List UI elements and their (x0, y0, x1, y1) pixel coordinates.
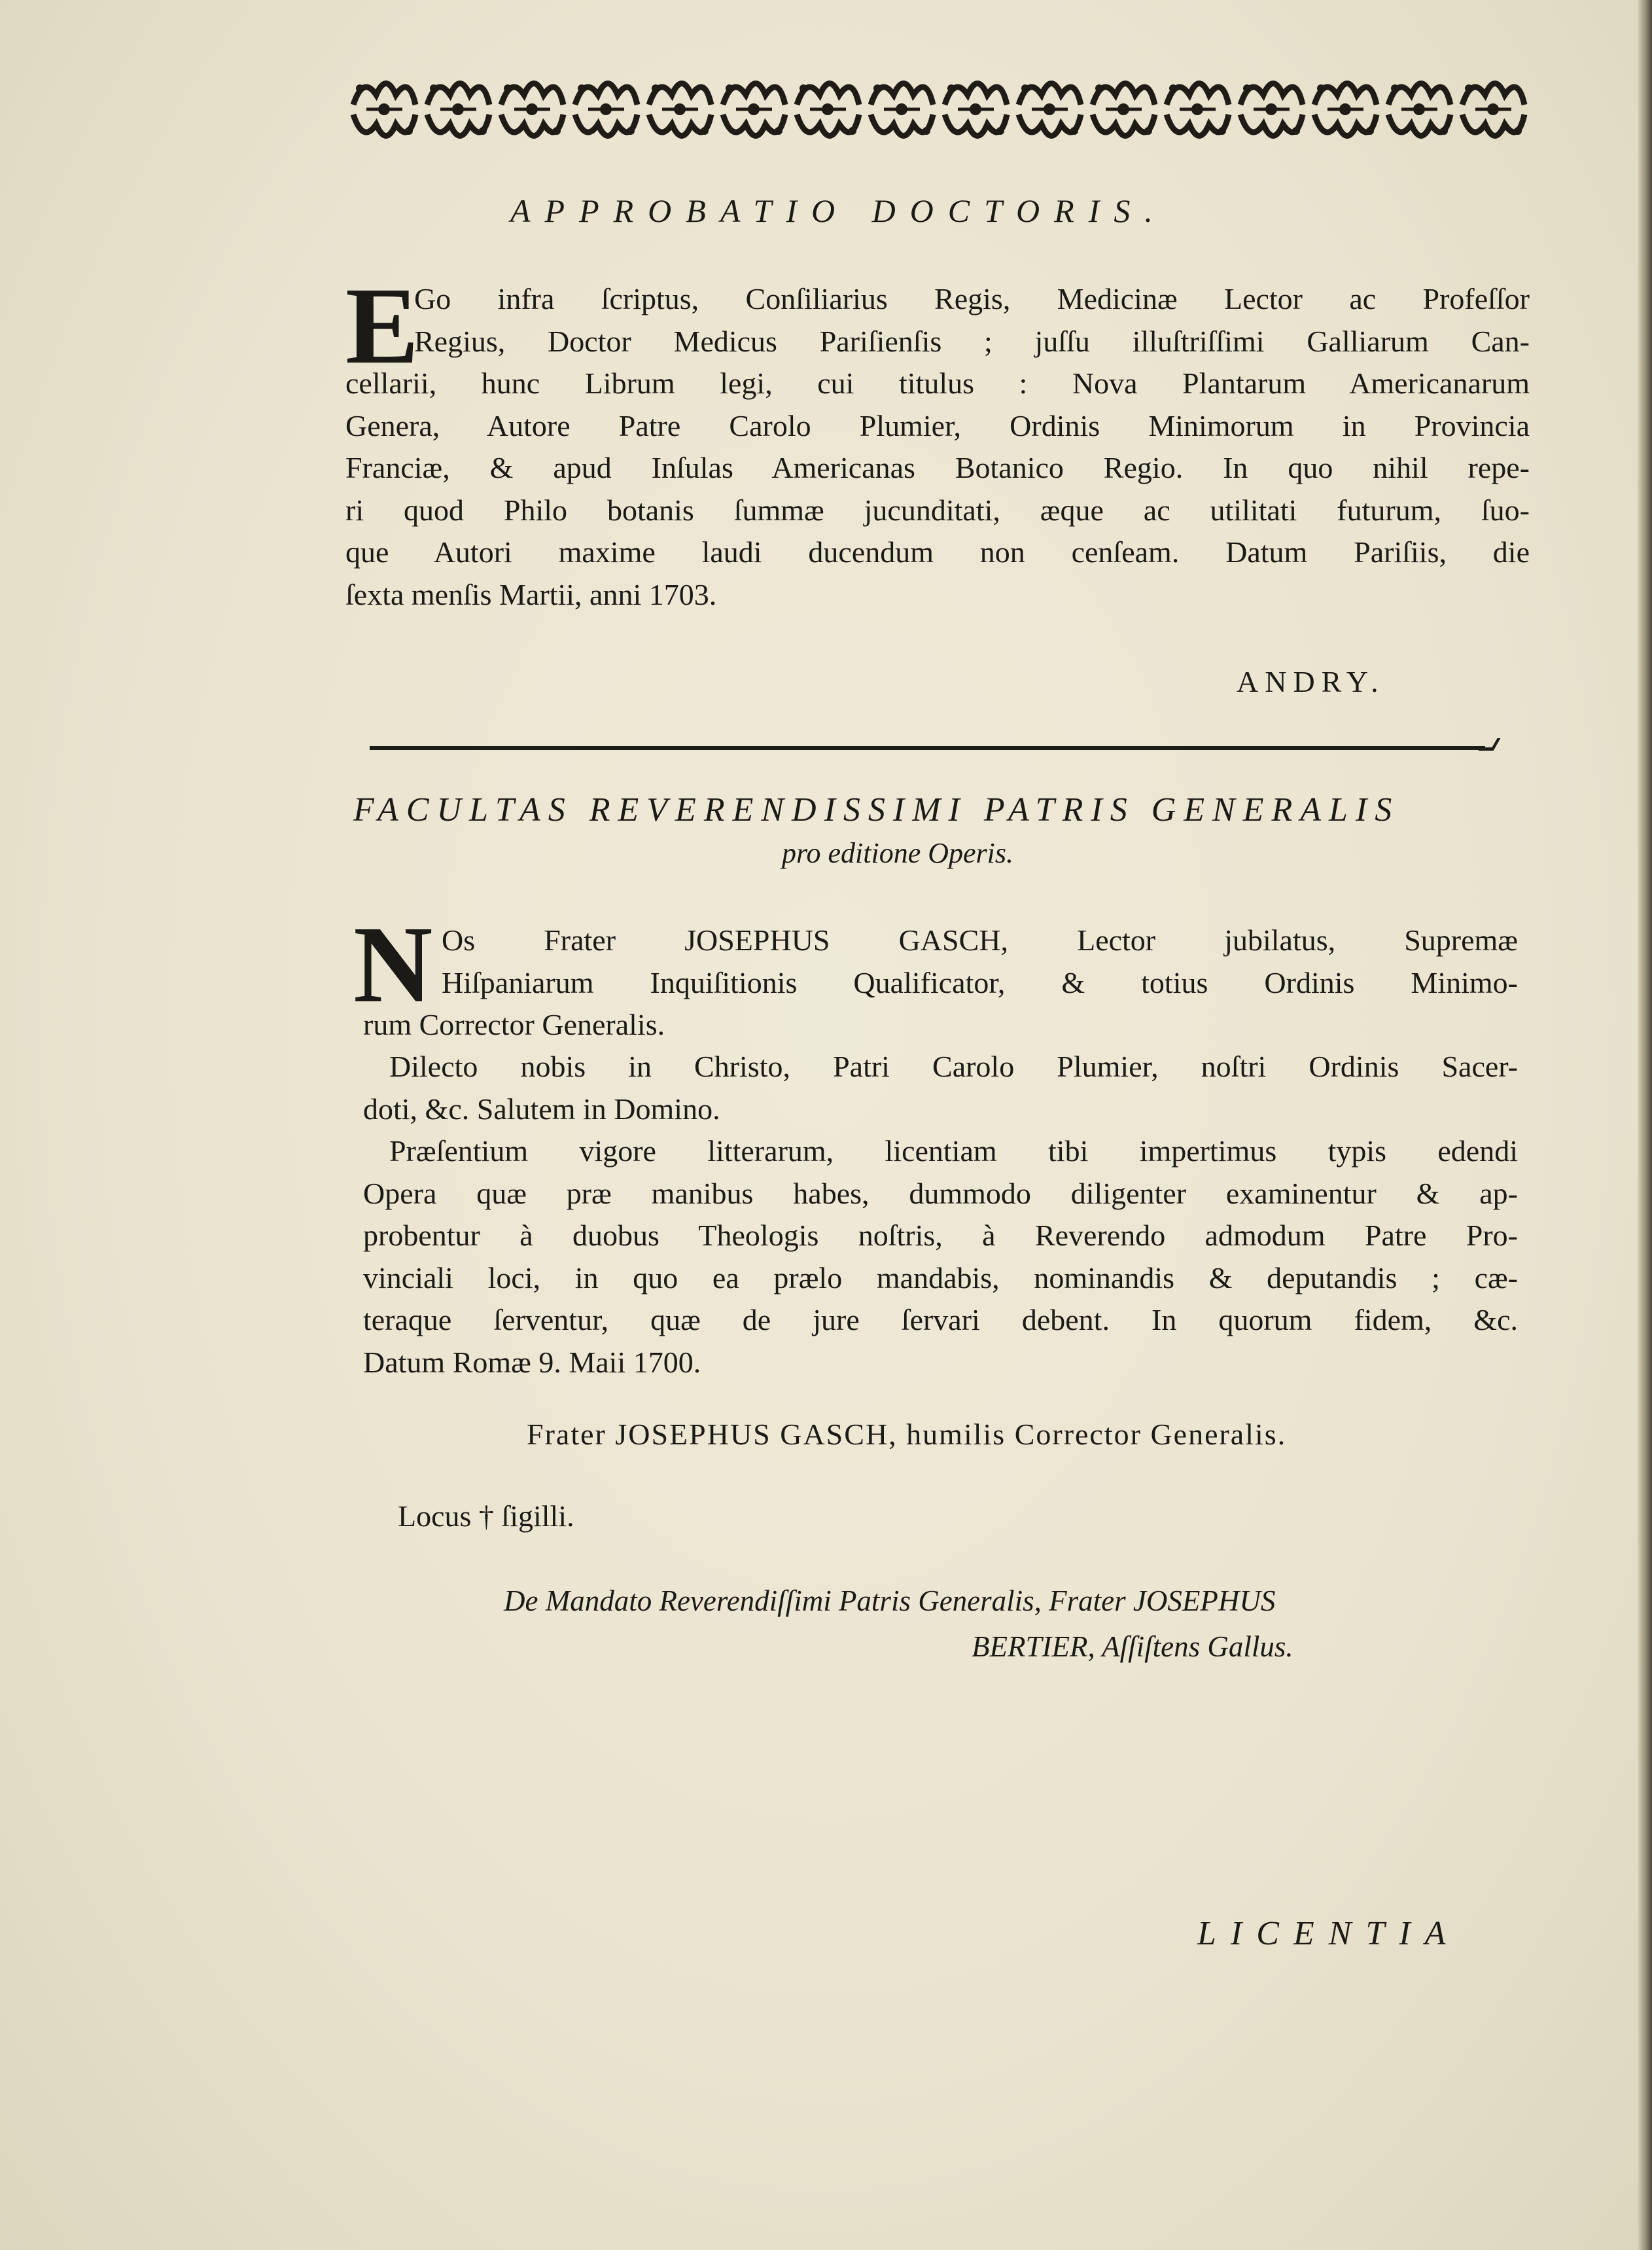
approbatio-line-1: Go infra ſcriptus, Conſiliarius Regis, Medicinæ Lector ac Profeſſor (414, 282, 1530, 315)
approbatio-line-7: que Autori maxime laudi ducendum non cenſeam. Datum Pariſiis, die (345, 535, 1530, 569)
mandate-line-2: BERTIER, Aſſiſtens Gallus. (972, 1630, 1293, 1663)
facultas-line-6: Præſentium vigore litterarum, licentiam tibi impertimus typis edendi (389, 1134, 1518, 1168)
facultas-line-9: vinciali loci, in quo ea prælo mandabis, nominandis & deputandis ; cæ- (363, 1260, 1518, 1295)
facultas-signature: Frater JOSEPHUS GASCH, humilis Corrector Generalis. (527, 1418, 1287, 1451)
facultas-dropcap: N (353, 904, 433, 1026)
rule-flourish (1479, 738, 1501, 751)
facultas-title: FACULTAS REVERENDISSIMI PATRIS GENERALIS (353, 791, 1400, 829)
facultas-line-8: probentur à duobus Theologis noſtris, à Reverendo admodum Patre Pro- (363, 1219, 1518, 1252)
approbatio-body (345, 278, 1530, 616)
facultas-line-2: Hiſpaniarum Inquiſitionis Qualificator, & totius Ordinis Minimo- (442, 965, 1518, 999)
facultas-line-10: teraque ſerventur, quæ de jure ſervari debent. In quorum fidem, &c. (363, 1303, 1518, 1336)
binding-edge (1638, 0, 1652, 2250)
facultas-body-2 (363, 1046, 1518, 1130)
facultas-body-3 (363, 1130, 1518, 1384)
approbatio-signature: ANDRY. (1237, 665, 1385, 698)
facultas-line-3: rum Corrector Generalis. (363, 1008, 665, 1041)
approbatio-line-5: Franciæ, & apud Inſulas Americanas Botanico Regio. In quo nihil repe- (345, 451, 1530, 484)
seal-placeholder: Locus † ſigilli. (398, 1499, 574, 1533)
facultas-line-11: Datum Romæ 9. Maii 1700. (363, 1345, 701, 1379)
approbatio-line-8: ſexta menſis Martii, anni 1703. (345, 577, 717, 611)
facultas-line-7: Opera quæ præ manibus habes, dummodo diligenter examinentur & ap- (363, 1176, 1518, 1210)
facultas-line-5: doti, &c. Salutem in Domino. (363, 1092, 720, 1126)
mandate-line-1: De Mandato Reverendiſſimi Patris Generalis, Frater JOSEPHUS (504, 1584, 1276, 1617)
section-divider-rule (370, 746, 1485, 750)
approbatio-line-3: cellarii, hunc Librum legi, cui titulus : Nova Plantarum Americanarum (345, 366, 1530, 400)
facultas-line-1: Os Frater JOSEPHUS GASCH, Lector jubilatus, Supremæ (442, 923, 1518, 957)
approbatio-line-2: Regius, Doctor Medicus Pariſienſis ; juſſu illuſtriſſimi Galliarum Can- (414, 324, 1530, 358)
approbatio-line-4: Genera, Autore Patre Carolo Plumier, Ordinis Minimorum in Provincia (345, 408, 1530, 442)
approbatio-line-6: ri quod Philo botanis ſummæ jucunditati, æque ac utilitati futurum, ſuo- (345, 493, 1530, 527)
approbatio-title: APPROBATIO DOCTORIS. (510, 192, 1167, 229)
catchword: LICENTIA (1197, 1915, 1460, 1952)
facultas-subtitle: pro editione Operis. (782, 837, 1013, 869)
approbatio-dropcap: E (345, 265, 419, 387)
fleuron-band-icon (347, 69, 1531, 151)
facultas-body-1 (363, 920, 1518, 1046)
facultas-line-4: Dilecto nobis in Christo, Patri Carolo Plumier, noſtri Ordinis Sacer- (389, 1050, 1518, 1083)
